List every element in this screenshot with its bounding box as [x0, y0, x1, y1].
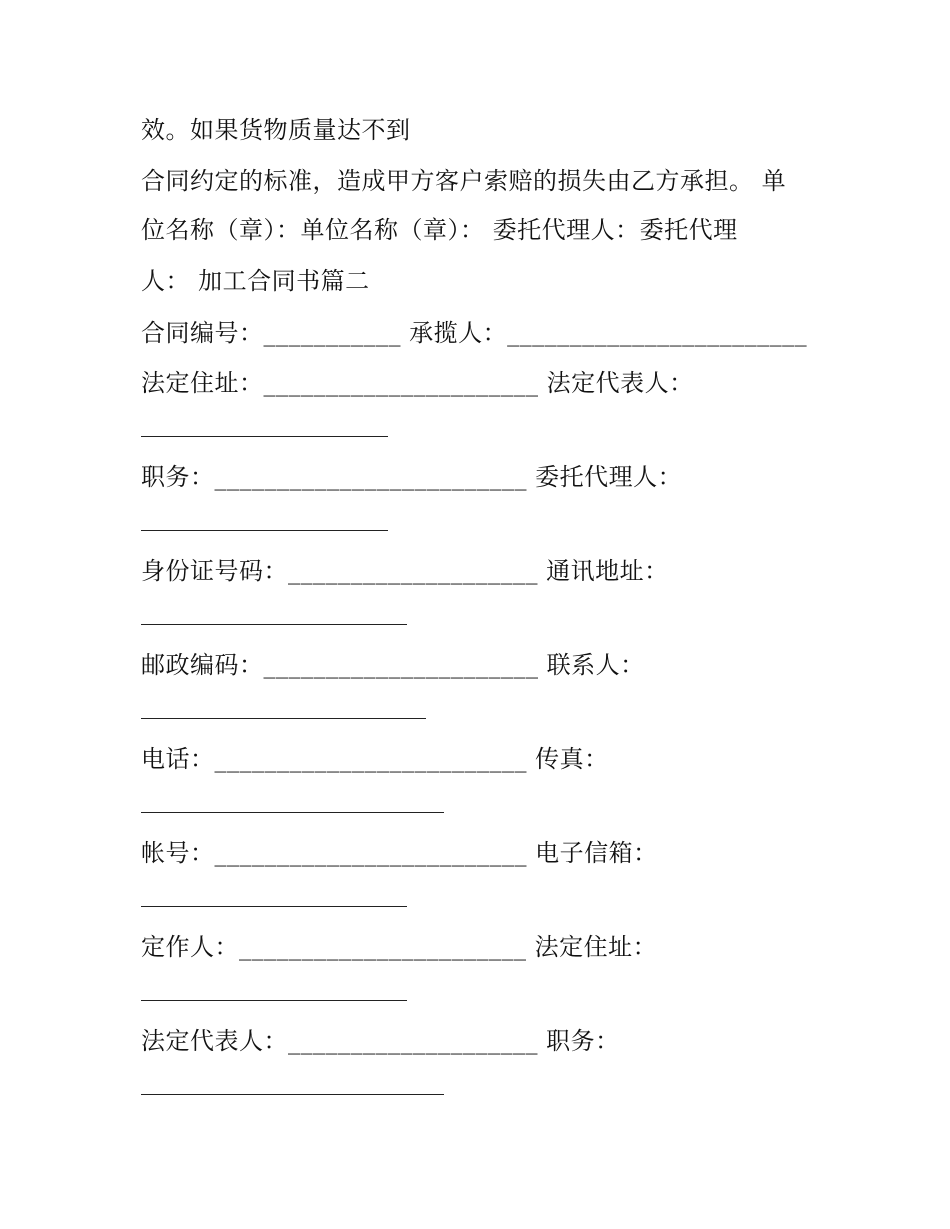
blank-mailing-address [141, 624, 407, 625]
blank-contact [141, 718, 426, 719]
blank-email [141, 906, 407, 907]
paragraph-line-2: 合同约定的标准，造成甲方客户索赔的损失由乙方承担。 单 [141, 167, 787, 195]
paragraph-line-3: 位名称（章）：单位名称（章）： 委托代理人：委托代理 [141, 216, 738, 244]
form-row-contract-no: 合同编号：___________ 承揽人：________________________ [141, 319, 808, 347]
form-row-postal-code: 邮政编码：______________________ 联系人： [141, 651, 645, 679]
form-row-orderer-rep: 法定代表人：____________________ 职务： [141, 1027, 620, 1055]
blank-legal-rep [141, 436, 388, 437]
blank-orderer-address [141, 1000, 407, 1001]
blank-agent [141, 530, 388, 531]
form-row-phone: 电话：_________________________ 传真： [141, 745, 609, 773]
form-row-orderer: 定作人：_______________________ 法定住址： [141, 933, 658, 961]
paragraph-line-1: 效。如果货物质量达不到 [141, 116, 411, 144]
form-row-address: 法定住址：______________________ 法定代表人： [141, 369, 694, 397]
blank-orderer-position [141, 1094, 444, 1095]
blank-fax [141, 812, 444, 813]
paragraph-line-4: 人： 加工合同书篇二 [141, 267, 370, 295]
form-row-id-number: 身份证号码：____________________ 通讯地址： [141, 557, 669, 585]
form-row-account: 帐号：_________________________ 电子信箱： [141, 839, 658, 867]
form-row-position: 职务：_________________________ 委托代理人： [141, 463, 683, 491]
